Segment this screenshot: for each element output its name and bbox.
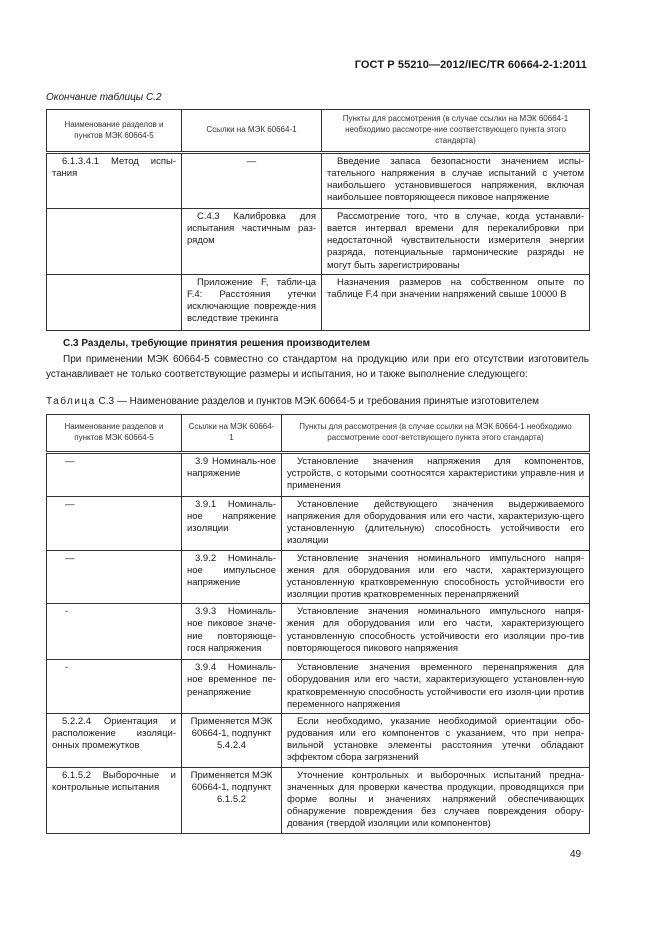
table-cell: 5.2.2.4 Ориентация и расположение изоляци-онных промежутков bbox=[47, 713, 182, 767]
table-row bbox=[47, 209, 590, 275]
table-row bbox=[47, 274, 590, 330]
table2-caption-text: С.3 — Наименование разделов и пунктов МЭК 60664-5 и требования принятые изготовителем bbox=[95, 396, 540, 407]
table-cell: Установление действующего значения выдерживаемого напряжения для оборудования или его части, характеризую-щего установленную (длительную) способность устойчивости его изоляции bbox=[282, 497, 590, 551]
table2-caption-label: Таблица bbox=[46, 396, 96, 407]
table-cell: С.4.3 Калибровка для испытания частичным раз-рядом bbox=[182, 209, 322, 275]
table-cell bbox=[47, 274, 182, 330]
table-cell: Рассмотрение того, что в случае, когда устанавли-вается интервал времени для перекалибровки при недостаточной чувствительности измерителя энергии разряда, потенциальные гармонические разряды не могут быть зарегистрированы bbox=[322, 209, 590, 275]
column-header: Ссылки на МЭК 60664-1 bbox=[182, 110, 322, 153]
table-cell: Приложение F, табли-ца F.4: Расстояния утечки исключающие поврежде-ния вследствие трекинга bbox=[182, 274, 322, 330]
table-row bbox=[47, 550, 590, 604]
column-header: Пункты для рассмотрения (в случае ссылки на МЭК 60664-1 необходимо рассмотрение соот-ветствующего пункта этого стандарта) bbox=[282, 415, 590, 453]
table2-caption bbox=[46, 396, 539, 407]
table-c3 bbox=[46, 414, 590, 834]
page-number: 49 bbox=[570, 849, 582, 860]
column-header: Наименование разделов и пунктов МЭК 60664-5 bbox=[47, 110, 182, 153]
table-cell: 3.9.3 Номиналь-ное пиковое значе-ние повторяюще-гося напряжения bbox=[182, 604, 282, 660]
table-row bbox=[47, 660, 590, 714]
section-paragraph: При применении МЭК 60664-5 совместно со стандартом на продукцию или при его отсутствии изготовитель устанавливает не только соответствующие размеры и испытания, но и также выполнение следующего: bbox=[46, 354, 589, 380]
table-cell: — bbox=[47, 497, 182, 551]
table-cell: 3.9.2 Номиналь-ное импульсное напряжение bbox=[182, 550, 282, 604]
table-cell: - bbox=[47, 604, 182, 660]
document-header: ГОСТ Р 55210—2012/IEC/TR 60664-2-1:2011 bbox=[354, 59, 587, 71]
column-header: Наименование разделов и пунктов МЭК 60664-5 bbox=[47, 415, 182, 453]
table-cell: 6.1.3.4.1 Метод испы-тания bbox=[47, 153, 182, 209]
table-cell: 3.9 Номиналь-ное напряжение bbox=[182, 453, 282, 497]
table-header-row bbox=[47, 415, 590, 453]
section-title: С.3 Разделы, требующие принятия решения производителем bbox=[63, 338, 370, 349]
table-cell: Применяется МЭК 60664-1, подпункт 6.1.5.2 bbox=[182, 767, 282, 833]
table-cell bbox=[47, 209, 182, 275]
table-cell: Установление значения временного перенапряжения для оборудования или его части, характеризующего установлен-ную кратковременную способность устойчивости его изоля-ции против переменного напряжения bbox=[282, 660, 590, 714]
table-cell: Назначения размеров на собственном опыте по таблице F.4 при значении напряжений свыше 10000 В bbox=[322, 274, 590, 330]
table-cell: — bbox=[47, 453, 182, 497]
table-cell: Применяется МЭК 60664-1, подпункт 5.4.2.4 bbox=[182, 713, 282, 767]
table1-caption: Окончание таблицы С.2 bbox=[46, 92, 162, 103]
table-cell: 3.9.1 Номиналь-ное напряжение изоляции bbox=[182, 497, 282, 551]
table-cell: — bbox=[182, 153, 322, 209]
table-cell: Установление значения напряжения для компонентов, устройств, с которыми соотносятся характеристики управле-ния и применения bbox=[282, 453, 590, 497]
column-header: Ссылки на МЭК 60664-1 bbox=[182, 415, 282, 453]
table-row bbox=[47, 767, 590, 833]
table-cell: 6.1.5.2 Выборочные и контрольные испытания bbox=[47, 767, 182, 833]
table-cell: 3.9.4 Номиналь-ное временное пе-ренапряжение bbox=[182, 660, 282, 714]
table-row bbox=[47, 497, 590, 551]
table-cell: Установление значения номинального импульсного напря-жения для оборудования или его части, характеризующего установленную кратковременную способность устойчивости его изоляции против кратковременных перенапряжений bbox=[282, 550, 590, 604]
table-row bbox=[47, 713, 590, 767]
table-cell: — bbox=[47, 550, 182, 604]
table-row bbox=[47, 153, 590, 209]
table-cell: Установление значения номинального импульсного напря-жения для оборудования или его части, характеризующего установленную способность устойчивости его изоляции про-тив повторяющегося пикового напряжения bbox=[282, 604, 590, 660]
table-row bbox=[47, 453, 590, 497]
table-cell: Уточнение контрольных и выборочных испытаний предна-значенных для проверки качества продукции, проводящихся при форме волны и значениях напряжений обеспечивающих обнаружение повреждения без случаев повреждения обору-дования (твердой изоляции или компонентов) bbox=[282, 767, 590, 833]
table-c2-end bbox=[46, 109, 590, 331]
table-cell: Если необходимо, указание необходимой ориентации обо-рудования или его компонентов с указанием, что при непра-вильной установке элементы расстояния утечки обладают эффектом сбора загрязнений bbox=[282, 713, 590, 767]
table-cell: Введение запаса безопасности значением испы-тательного напряжения в случае испытаний с учетом наибольшего установившегося напряжения, включая наибольшее повторяющееся пиковое напряжение bbox=[322, 153, 590, 209]
table-header-row bbox=[47, 110, 590, 153]
table-cell: - bbox=[47, 660, 182, 714]
column-header: Пункты для рассмотрения (в случае ссылки на МЭК 60664-1 необходимо рассмотре-ние соответствующего пункта этого стандарта) bbox=[322, 110, 590, 153]
table-row bbox=[47, 604, 590, 660]
